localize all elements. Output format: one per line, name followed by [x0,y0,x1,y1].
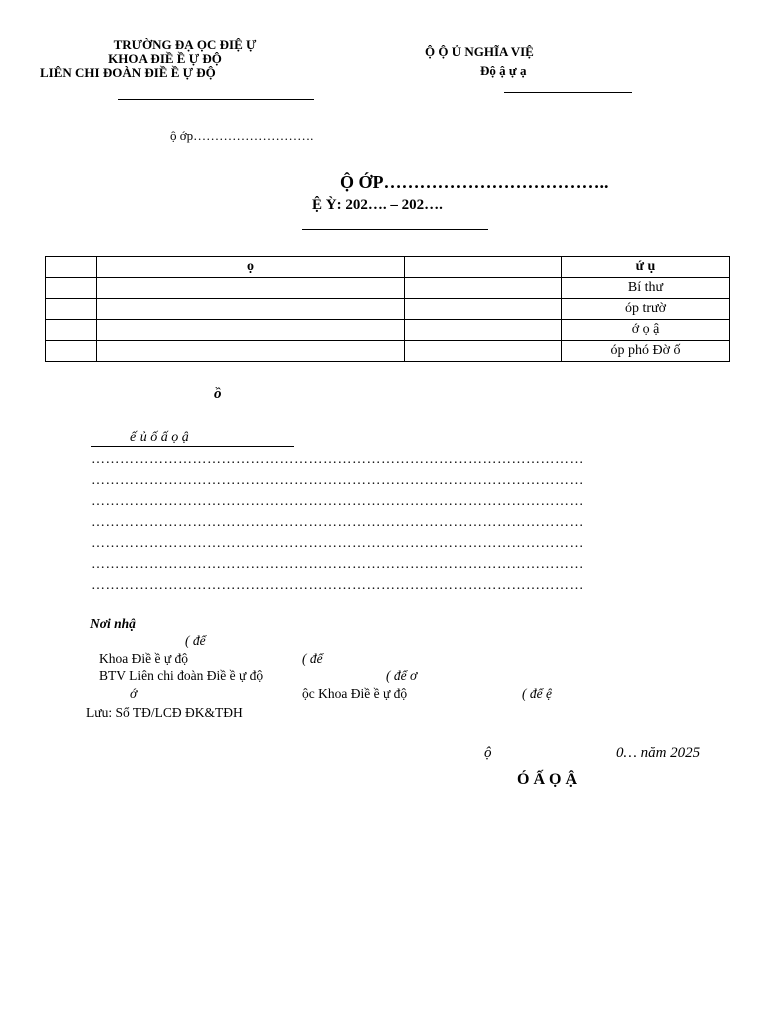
dotted-line: ………………………………………………………………………………………… [91,473,584,488]
cell [97,278,405,299]
header-right-divider [504,92,632,93]
table-row [46,320,730,341]
title-divider [302,229,488,230]
national-title: Ộ Ộ Ủ NGHĨA VIỆ [425,44,534,59]
cell [405,299,562,320]
header-left-divider [118,99,314,100]
cell [405,341,562,362]
recipient-line-3-note: ( để ơ [386,668,418,683]
dotted-line: ………………………………………………………………………………………… [91,557,584,572]
class-line: ộ ớp………………………. [170,128,314,143]
cell [46,278,97,299]
term-line: Ệ Ỳ: 202…. – 202…. [312,197,443,213]
cell [46,299,97,320]
section-heading: ế ủ ố ấ ọ ậ [130,430,189,445]
table-row [46,341,730,362]
cell [97,320,405,341]
table-row [46,299,730,320]
recipient-line-1: ( để [185,633,206,648]
signature-title: Ó Ấ Ọ Ậ [517,771,577,788]
recipient-line-4-note: ( để ệ [522,686,552,701]
recipient-line-4-b: ộc Khoa Điề ề ự độ [302,686,408,701]
cell [97,299,405,320]
dotted-line: ………………………………………………………………………………………… [91,578,584,593]
recipient-line-2: Khoa Điề ề ự độ [99,651,189,666]
national-motto: Độ ậ ự ạ [480,63,527,78]
section-heading-underline [91,446,294,447]
recipients-label: Nơi nhậ [90,616,136,631]
table-header-row [46,257,730,278]
cell [405,320,562,341]
note-mark: ồ [214,386,222,402]
dotted-line: ………………………………………………………………………………………… [91,494,584,509]
recipient-line-4-a: ớ [130,686,138,701]
date-line: 0… năm 2025 [616,745,701,761]
cell [46,320,97,341]
recipient-line-2-note: ( để [302,651,323,666]
date-line-start: ộ [484,745,492,761]
header-student-id [405,257,562,278]
union-name: LIÊN CHI ĐOÀN ĐIỀ Ề Ự ĐỘ [40,65,216,80]
roster-table [45,256,730,362]
cell [46,341,97,362]
dotted-line: ………………………………………………………………………………………… [91,452,584,467]
cell-position: óp phó Đờ ố [562,341,730,362]
cell [405,278,562,299]
faculty-name: KHOA ĐIỀ Ề Ự ĐỘ [108,51,222,66]
cell-position: óp trườ [562,299,730,320]
table-row [46,278,730,299]
header-position: ứ ụ [562,257,730,278]
recipient-line-3: BTV Liên chi đoàn Điề ề ự độ [99,668,264,683]
dotted-line: ………………………………………………………………………………………… [91,515,584,530]
school-name: TRƯỜNG ĐẠ ỌC ĐIỆ Ự [113,37,257,52]
cell-position: ớ ọ ậ [562,320,730,341]
recipient-archive: Lưu: Sổ TĐ/LCĐ ĐK&TĐH [86,705,243,720]
header-name: ọ [97,257,405,278]
header-stt [46,257,97,278]
dotted-line: ………………………………………………………………………………………… [91,536,584,551]
document-title: Ộ ỚP……………………………….. [340,172,609,192]
cell [97,341,405,362]
cell-position: Bí thư [562,278,730,299]
